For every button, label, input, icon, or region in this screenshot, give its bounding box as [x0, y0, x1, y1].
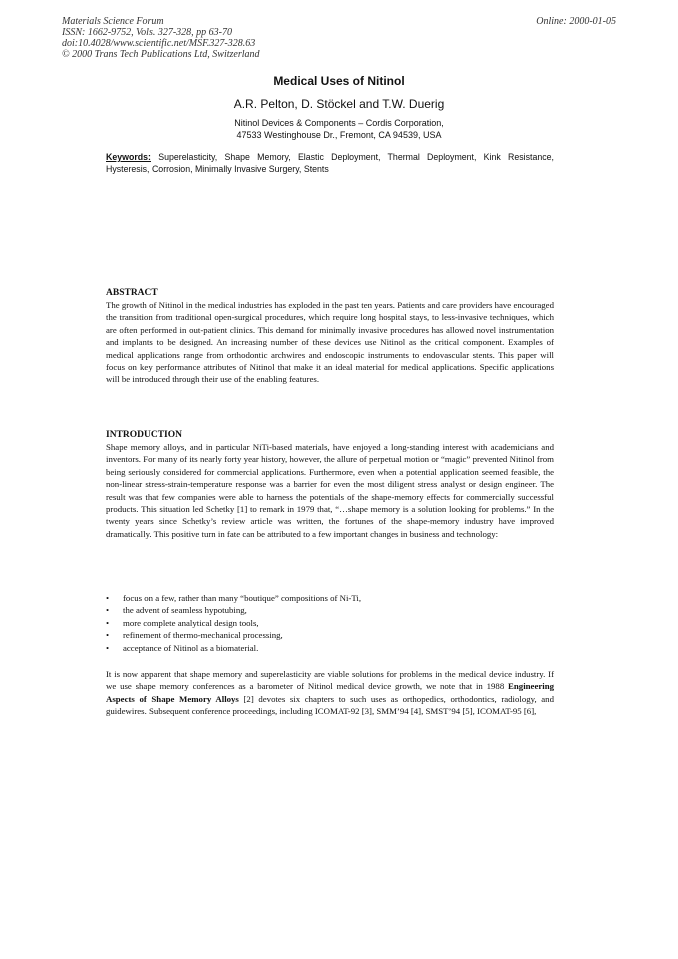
issn-line: ISSN: 1662-9752, Vols. 327-328, pp 63-70 — [62, 27, 232, 38]
introduction-heading: INTRODUCTION — [106, 430, 183, 440]
improvements-list — [106, 592, 554, 654]
list-item: • focus on a few, rather than many “boutique” compositions of Ni-Ti, — [106, 592, 554, 604]
doi-line: doi:10.4028/www.scientific.net/MSF.327-328.63 — [62, 38, 256, 49]
closing-paragraph — [106, 668, 554, 718]
list-item: • the advent of seamless hypotubing, — [106, 604, 554, 616]
affiliation-line-1: Nitinol Devices & Components – Cordis Corporation, — [234, 118, 444, 128]
abstract-text: The growth of Nitinol in the medical industries has exploded in the past ten years. Patients and care providers have encouraged the transition from traditional open-surgical procedures, which require long hospital stays, to less-invasive techniques, which are often performed in out-patient clinics. This demand for minimally invasive procedures has allowed novel instrumentation and implants to be designed. An increasing number of these devices use Nitinol as the critical component. Examples of medical applications range from orthodontic archwires and endoscopic instruments to endovascular stents. This paper will focus on key performance attributes of Nitinol that make it an ideal material for medical applications. Specific applications will be introduced through their use of the enabling features. — [106, 300, 554, 385]
online-date: Online: 2000-01-05 — [536, 16, 616, 27]
introduction-section — [106, 429, 554, 540]
closing-text-start: It is now apparent that shape memory and superelasticity are viable solutions for problems in the medical device industry. If we use shape memory conferences as a barometer of Nitinol medical device growth, we note that in 1988 — [106, 669, 554, 692]
closing-text-end: [2] devotes six chapters to such uses as orthopedics, orthodontics, radiology, and guidewires. Subsequent conference proceedings, including ICOMAT-92 [3], SMM’94 [4], SMST’94 [5], ICOMAT-95 [6], — [106, 693, 554, 717]
keywords-label: Keywords: — [106, 152, 151, 162]
keywords — [106, 151, 554, 175]
journal-name: Materials Science Forum — [62, 16, 164, 27]
keywords-text: Superelasticity, Shape Memory, Elastic Deployment, Thermal Deployment, Kink Resistance, Hysteresis, Corrosion, Minimally Invasive Surgery, Stents — [106, 152, 554, 174]
copyright-line: © 2000 Trans Tech Publications Ltd, Switzerland — [62, 49, 260, 60]
paper-authors: A.R. Pelton, D. Stöckel and T.W. Duerig — [233, 97, 445, 111]
abstract-section — [106, 287, 554, 386]
list-item: • refinement of thermo-mechanical processing, — [106, 629, 554, 641]
affiliation — [0, 117, 678, 141]
book-title: Engineering Aspects of Shape Memory Alloys — [106, 681, 554, 704]
list-item: • more complete analytical design tools, — [106, 617, 554, 629]
affiliation-line-2: 47533 Westinghouse Dr., Fremont, CA 94539, USA — [236, 130, 442, 140]
paper-title: Medical Uses of Nitinol — [273, 74, 405, 88]
abstract-heading: ABSTRACT — [106, 288, 158, 298]
introduction-text: Shape memory alloys, and in particular NiTi-based materials, have enjoyed a long-standing interest with academicians and inventors. For many of its nearly forty year history, however, the allure of perpetual motion or “magic” prevented Nitinol from being seriously considered for commercial applications. Furthermore, even when a potential application seemed feasible, the non-linear stress-strain-temperature response was a barrier for even the most diligent stress analyst or design engineer. The result was that few companies were able to harness the potentials of the shape-memory effects for commercially successful products. This situation led Schetky [1] to remark in 1979 that, “…shape memory is a solution looking for problems.” In the twenty years since Schetky’s review article was written, the fortunes of the shape-memory industry have improved dramatically. This positive turn in fate can be attributed to a few important changes in business and technology: — [106, 442, 554, 539]
list-item: • acceptance of Nitinol as a biomaterial. — [106, 642, 554, 654]
